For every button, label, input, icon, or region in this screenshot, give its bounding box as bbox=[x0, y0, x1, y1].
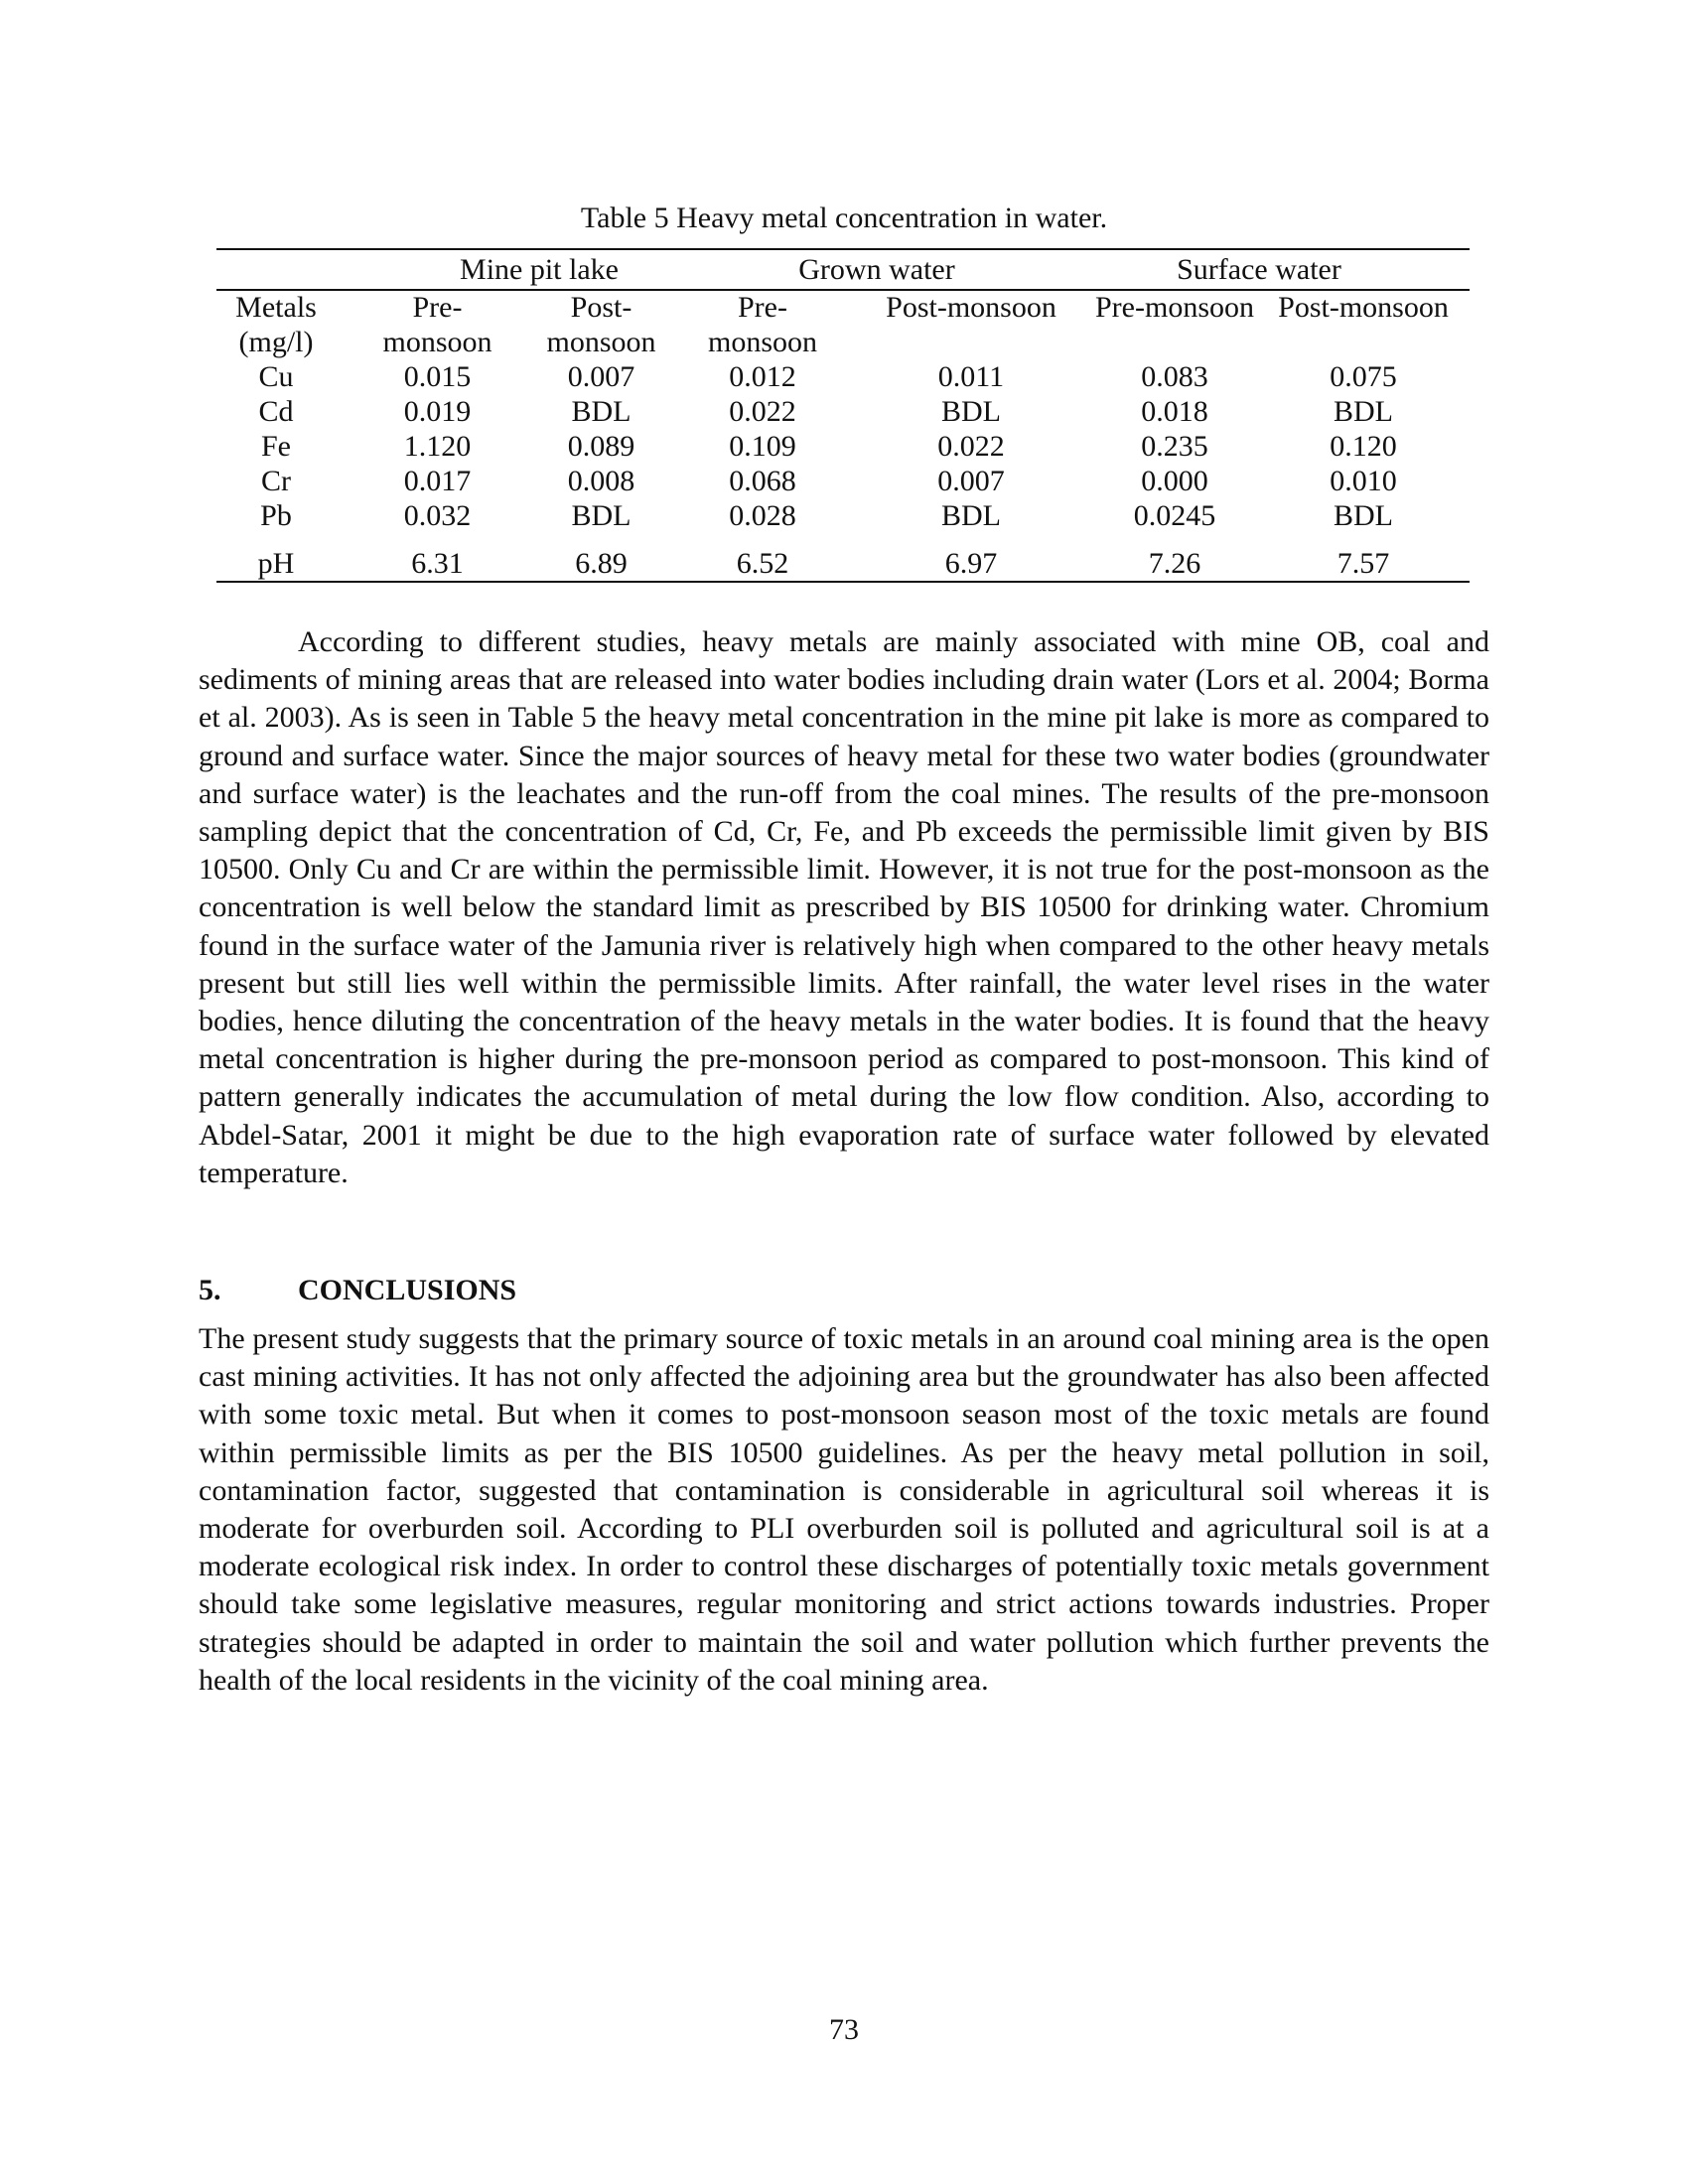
header-col3-line2: monsoon bbox=[707, 326, 817, 358]
row-cd-cell: 0.022 bbox=[729, 395, 796, 428]
row-fe-cell: 0.120 bbox=[1330, 430, 1397, 463]
row-cd-cell: 0.018 bbox=[1141, 395, 1208, 428]
row-ph-cell: 6.89 bbox=[575, 547, 628, 580]
row-pb-cell: BDL bbox=[571, 499, 632, 532]
row-cd-cell: BDL bbox=[571, 395, 632, 428]
header-unit: (mg/l) bbox=[238, 326, 314, 358]
row-cu-cell: 0.075 bbox=[1330, 360, 1397, 393]
section-title: CONCLUSIONS bbox=[298, 1274, 517, 1306]
header-col3: Pre- bbox=[738, 291, 787, 324]
group-header-surface-water: Surface water bbox=[1177, 253, 1341, 286]
row-cr-cell: 0.008 bbox=[567, 465, 635, 497]
row-cu-cell: 0.083 bbox=[1141, 360, 1208, 393]
group-header-mine-pit-lake: Mine pit lake bbox=[460, 253, 619, 286]
row-ph-label: pH bbox=[257, 547, 295, 580]
header-col1: Pre- bbox=[412, 291, 463, 324]
section-number: 5. bbox=[199, 1274, 221, 1306]
table-caption: Table 5 Heavy metal concentration in water. bbox=[580, 202, 1108, 234]
row-cd-metal: Cd bbox=[258, 395, 294, 428]
row-cd-cell: BDL bbox=[941, 395, 1001, 428]
row-ph-cell: 6.52 bbox=[736, 547, 789, 580]
row-cd-cell: 0.019 bbox=[403, 395, 472, 428]
row-fe-cell: 0.109 bbox=[729, 430, 796, 463]
row-cr-cell: 0.010 bbox=[1330, 465, 1397, 497]
row-cu-cell: 0.011 bbox=[937, 360, 1005, 393]
conclusions-paragraph: The present study suggests that the primary source of toxic metals in an around coal mining area is the open cast mining activities. It has not only affected the adjoining area but the groundwater has also been affected with some toxic metal. But when it comes to post-monsoon season most of the toxic metals are found within permissible limits as per the BIS 10500 guidelines. As per the heavy metal pollution in soil, contamination factor, suggested that contamination is considerable in agricultural soil whereas it is moderate for overburden soil. According to PLI overburden soil is polluted and agricultural soil is at a moderate ecological risk index. In order to control these discharges of potentially toxic metals government should take some legislative measures, regular monitoring and strict actions towards industries. Proper strategies should be adapted in order to maintain the soil and water pollution which further prevents the health of the local residents in the vicinity of the coal mining area. bbox=[199, 1322, 1489, 1697]
row-ph-cell: 6.97 bbox=[944, 547, 998, 580]
discussion-paragraph: According to different studies, heavy metals are mainly associated with mine OB, coal and sediments of mining areas that are released into water bodies including drain water (Lors et al. 2004; Borma et al. 2003). As is seen in Table 5 the heavy metal concentration in the mine pit lake is more as compared to ground and surface water. Since the major sources of heavy metal for these two water bodies (groundwater and surface water) is the leachates and the run-off from the coal mines. The results of the pre-monsoon sampling depict that the concentration of Cd, Cr, Fe, and Pb exceeds the permissible limit given by BIS 10500. Only Cu and Cr are within the permissible limit. However, it is not true for the post-monsoon as the concentration is well below the standard limit as prescribed by BIS 10500 for drinking water. Chromium found in the surface water of the Jamunia river is relatively high when compared to the other heavy metals present but still lies well within the permissible limits. After rainfall, the water level rises in the water bodies, hence diluting the concentration of the heavy metals in the water bodies. It is found that the heavy metal concentration is higher during the pre-monsoon period as compared to post-monsoon. This kind of pattern generally indicates the accumulation of metal during the low flow condition. Also, according to Abdel-Satar, 2001 it might be due to the high evaporation rate of surface water followed by elevated temperature. bbox=[199, 625, 1489, 1189]
row-pb-cell: 0.028 bbox=[729, 499, 796, 532]
row-cu-cell: 0.015 bbox=[403, 360, 472, 393]
group-header-grown-water: Grown water bbox=[798, 253, 955, 286]
row-cu-cell: 0.012 bbox=[729, 360, 796, 393]
row-fe-cell: 0.235 bbox=[1141, 430, 1208, 463]
row-fe-cell: 0.022 bbox=[937, 430, 1005, 463]
row-cd-cell: BDL bbox=[1334, 395, 1393, 428]
header-col2-line2: monsoon bbox=[546, 326, 656, 358]
header-metals: Metals bbox=[235, 291, 317, 324]
table-bottom-rule bbox=[216, 581, 1470, 583]
row-pb-metal: Pb bbox=[260, 499, 292, 532]
header-col4: Post-monsoon bbox=[886, 291, 1056, 324]
row-cr-cell: 0.000 bbox=[1141, 465, 1208, 497]
header-col1-line2: monsoon bbox=[382, 326, 492, 358]
section-heading bbox=[199, 1271, 516, 1310]
row-pb-cell: BDL bbox=[1334, 499, 1393, 532]
row-fe-metal: Fe bbox=[261, 430, 291, 463]
page-number: 73 bbox=[829, 2013, 859, 2046]
header-col5: Pre-monsoon bbox=[1095, 291, 1254, 324]
row-pb-cell: 0.0245 bbox=[1133, 499, 1216, 532]
row-cu-cell: 0.007 bbox=[567, 360, 635, 393]
table-top-rule bbox=[216, 248, 1470, 250]
row-cr-cell: 0.017 bbox=[403, 465, 472, 497]
row-cu-metal: Cu bbox=[258, 360, 294, 393]
header-col6: Post-monsoon bbox=[1278, 291, 1449, 324]
row-ph-cell: 6.31 bbox=[411, 547, 464, 580]
row-cr-cell: 0.007 bbox=[937, 465, 1005, 497]
row-ph-cell: 7.26 bbox=[1148, 547, 1201, 580]
row-cr-metal: Cr bbox=[261, 465, 291, 497]
row-ph-cell: 7.57 bbox=[1336, 547, 1390, 580]
row-pb-cell: 0.032 bbox=[403, 499, 472, 532]
row-fe-cell: 1.120 bbox=[403, 430, 472, 463]
row-fe-cell: 0.089 bbox=[567, 430, 635, 463]
header-col2: Post- bbox=[570, 291, 633, 324]
row-cr-cell: 0.068 bbox=[729, 465, 796, 497]
row-pb-cell: BDL bbox=[941, 499, 1001, 532]
